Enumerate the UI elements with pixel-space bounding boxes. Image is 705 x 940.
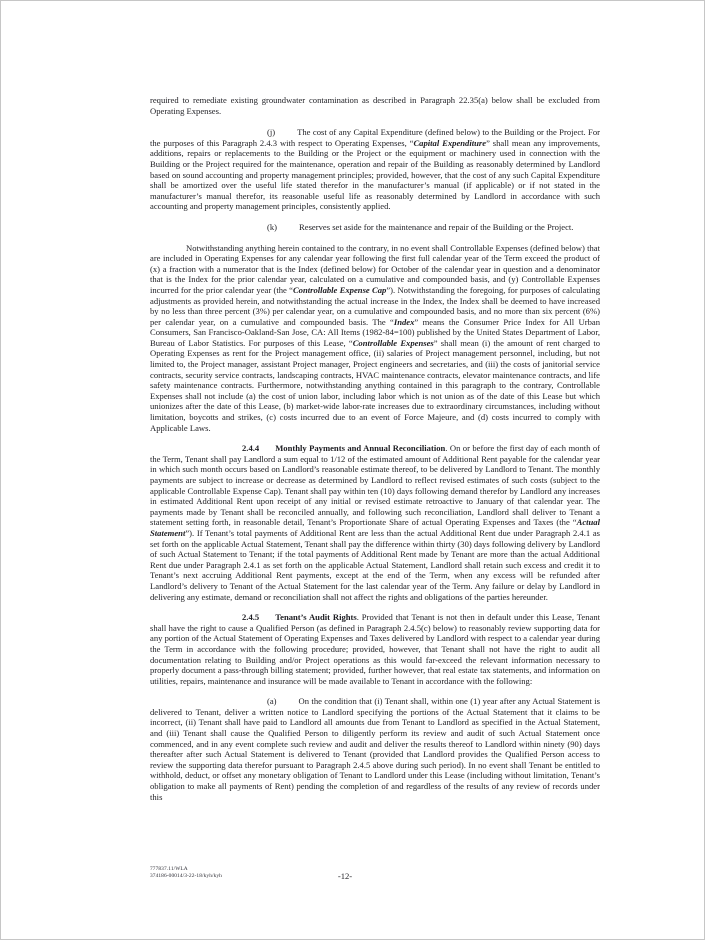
text-run: required to remediate existing groundwater contamination as described in Paragraph 22.35(a) below shall be excluded from Operating Expenses.: [150, 95, 600, 116]
text-run: (k): [267, 221, 278, 232]
text-run: . On or before the first day of each month of the Term, Tenant shall pay Landlord a sum equal to 1/12 of the estimated amount of Additional Rent payable for the calendar year in which such month occurs based on Landlord’s reasonable estimate thereof, to be delivered by Landlord to Tenant. The monthly payments are subject to increase or decrease as determined by Landlord to reflect revised estimates of such costs (subject to the applicable Controllable Expense Cap). Tenant shall pay within ten (10) days following demand therefor by Landlord any increases in estimated Additional Rent upon receipt of any initial or revised estimate retroactive to January of that calendar year. The payments made by Tenant shall be reconciled annually, and following such reconciliation, Landlord shall deliver to Tenant a statement setting forth, in reasonable detail, Tenant’s Proportionate Share of actual Operating Expenses and Taxes (the “: [150, 443, 600, 528]
section-2-4-5: [150, 612, 600, 686]
text-run: The cost of any Capital Expenditure (defined below) to the Building or the Project. For the purposes of this Paragraph 2.4.3 with respect to Operating Expenses, “: [150, 127, 600, 148]
document-id-line2: 374186-00014/3-22-18/kyh/kyh: [150, 872, 222, 879]
text-run: 2.4.5: [242, 612, 260, 623]
text-run: 2.4.4: [242, 443, 260, 454]
subparagraph-a: [150, 696, 600, 802]
text-run: Controllable Expenses: [352, 337, 434, 348]
subparagraph-j: [150, 127, 600, 212]
text-run: Reserves set aside for the maintenance and repair of the Building or the Project.: [299, 221, 574, 232]
text-run: (j): [267, 127, 276, 138]
text-run: ”). Notwithstanding the foregoing, for purposes of calculating adjustments as provided herein, and notwithstanding the actual increase in the Index, the Index shall be deemed to have increased by no less than three percent (3%) per calendar year, on a cumulative and compounded basis, and no more than six percent (6%) per calendar year, on a cumulative and compounded basis. The “: [150, 284, 600, 327]
subparagraph-k: [150, 222, 600, 233]
controllable-expense-cap: [150, 243, 600, 434]
text-run: (a): [267, 696, 277, 707]
document-id-line1: 777837.11/WLA: [150, 866, 188, 872]
text-run: Notwithstanding anything herein contained to the contrary, in no event shall Controllable Expenses (defined below) that are included in Operating Expenses for any calendar year following the first full calendar year of the Term exceed the product of (x) a fraction with a numerator that is the Index (defined below) for October of the calendar year in question and a denominator that is the Index for the prior calendar year, calculated on a cumulative and compounded basis, and (y) Controllable Expenses incurred for the prior calendar year (the “: [150, 242, 600, 295]
text-run: Actual Statement: [150, 517, 600, 538]
text-run: Tenant’s Audit Rights: [275, 612, 357, 623]
section-2-4-4: [150, 443, 600, 602]
text-run: ” shall mean (i) the amount of rent charged to Operating Expenses as rent for the Project management office, (ii) salaries of Project management personnel, including, but not limited to, the Project manager, assistant Project manager, Project engineers and secretaries, and (iii) the costs of janitorial service contracts, security service contracts, landscaping contracts, HVAC maintenance contracts, elevator maintenance contracts, and life safety maintenance contracts. Furthermore, notwithstanding anything contained in this paragraph to the contrary, Controllable Expenses shall not include (a) the cost of union labor, including labor which is not union as of the date of this Lease but which unionizes after the date of this Lease, (b) market-wide labor-rate increases due to extraordinary circumstances, including without limitation, boycotts and strikes, (c) costs incurred due to an event of Force Majeure, and (d) costs incurred to comply with Applicable Laws.: [150, 337, 601, 433]
text-run: ” means the Consumer Price Index for All Urban Consumers, San Francisco-Oakland-San Jose, CA: All Items (1982-84=100) published by the United States Department of Labor, Bureau of Labor Statistics. For purposes of this Lease, “: [150, 316, 600, 348]
text-run: ”). If Tenant’s total payments of Additional Rent are less than the actual Additional Rent due under Paragraph 2.4.1 as set forth on the applicable Actual Statement, Tenant shall pay the difference within thirty (30) days following delivery by Landlord of such Actual Statement to Tenant; if the total payments of Additional Rent made by Tenant are more than the actual Additional Rent due under Paragraph 2.4.1 as set forth on the applicable Actual Statement, Landlord shall retain such excess and credit it to Tenant’s next accruing Additional Rent payments, except at the end of the Term, when any excess will be refunded after Landlord’s delivery to Tenant of the Actual Statement for the last calendar year of the Term. Any failure or delay by Landlord in delivering any estimate, demand or reconciliation shall not affect the rights and obligations of the parties hereunder.: [150, 527, 600, 602]
intro-continuation: [150, 95, 600, 116]
text-run: On the condition that (i) Tenant shall, within one (1) year after any Actual Statement is delivered to Tenant, deliver a written notice to Landlord specifying the portions of the Actual Statement that it claims to be incorrect, (ii) Tenant shall have paid to Landlord all amounts due from Tenant to Landlord as specified in the Actual Statement, and (iii) Tenant shall cause the Qualified Person to diligently perform its review and audit of such Actual Statement once commenced, and in any event complete such review and audit and deliver the results thereof to Landlord within ninety (90) days thereafter after such Actual Statement is delivered to Tenant (provided that Landlord provides the Qualified Person access to review the supporting data therefor pursuant to Paragraph 2.4.5 above during such period). In no event shall Tenant be entitled to withhold, deduct, or offset any monetary obligation of Tenant to Landlord under this Lease (including without limitation, Tenant’s obligation to make all payments of Rent) pending the completion of and regardless of the results of any review of records under this: [150, 696, 600, 802]
document-body: [150, 95, 600, 812]
text-run: Monthly Payments and Annual Reconciliation: [275, 443, 446, 454]
text-run: ” shall mean any improvements, additions, repairs or replacements to the Building or the Project or the equipment or machinery used in connection with the Building or the Project required for the maintenance, operation and repair of the Building as reasonably determined by Landlord based on sound accounting and property management principles; provided, however, that the cost of any such Capital Expenditure shall be amortized over the useful life stated therefor in the manufacturer’s manual (if applicable) or if not stated in the manufacturer’s manual therefor, its reasonable useful life as reasonably determined by Landlord in accordance with such accounting and property management principles, consistently applied.: [150, 137, 600, 212]
page-number: -12-: [337, 871, 353, 881]
text-run: Controllable Expense Cap: [292, 284, 387, 295]
text-run: . Provided that Tenant is not then in default under this Lease, Tenant shall have the right to cause a Qualified Person (as defined in Paragraph 2.4.5(c) below) to reasonably review supporting data for any portion of the Actual Statement of Operating Expenses and Taxes delivered by Landlord with respect to a calendar year during the Term in accordance with the following procedure; provided, however, that Tenant shall not have the right to audit all documentation relating to Building and/or Project operations as this would far-exceed the relevant information necessary to properly document a pass-through billing statement; provided, further however, that real estate tax statements, and information on utilities, repairs, maintenance and insurance will be made available to Tenant in accordance with the following:: [150, 612, 601, 686]
text-run: Index: [393, 316, 415, 327]
text-run: Capital Expenditure: [413, 137, 487, 148]
